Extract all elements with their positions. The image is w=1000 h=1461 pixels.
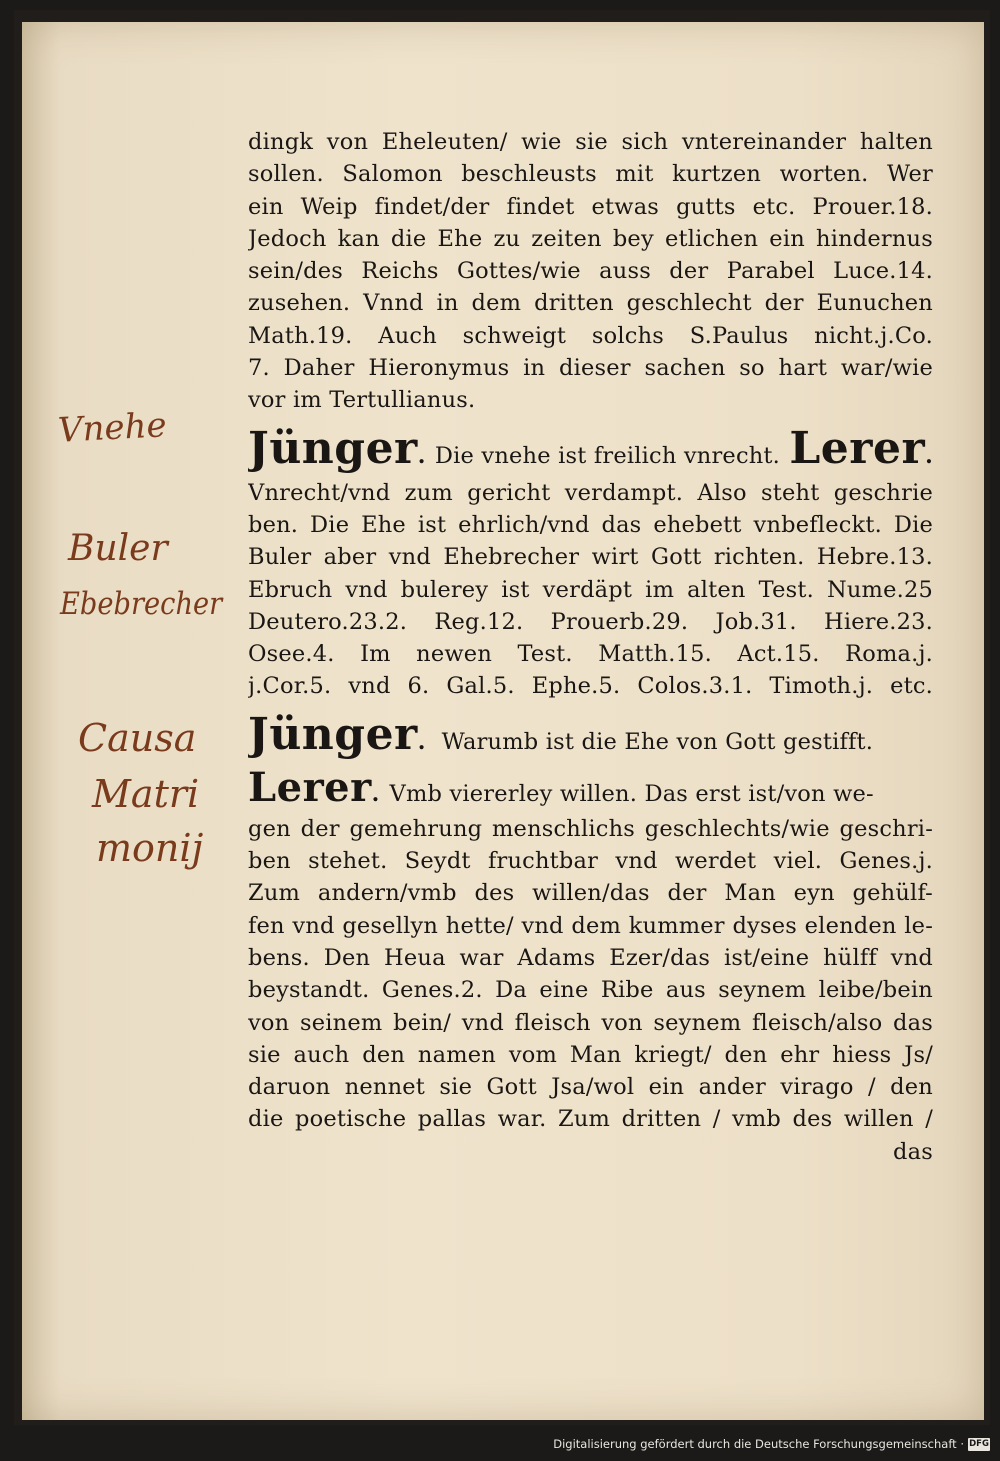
text-line: ein Weip findet/der findet etwas gutts etc. Prouer.18. xyxy=(248,193,933,220)
margin-note-matri: Matri xyxy=(92,772,200,816)
text-line: von seinem bein/ vnd fleisch von seynem fleisch/also das xyxy=(248,1009,933,1036)
speaker-label: Jünger xyxy=(248,422,418,474)
heading-text: Warumb ist die Ehe von Gott gestifft. xyxy=(441,728,874,755)
text-line: ben stehet. Seydt fruchtbar vnd werdet viel. Genes.j. xyxy=(248,848,933,875)
text-line: Vnrecht/vnd zum gericht verdampt. Also steht geschrie xyxy=(248,479,933,506)
text-line: gen der gemehrung menschlichs geschlechts/wie geschri- xyxy=(248,815,933,842)
text-line: beystandt. Genes.2. Da eine Ribe aus seynem leibe/bein xyxy=(248,977,933,1004)
credit-text: Digitalisierung gefördert durch die Deutsche Forschungsgemeinschaft · xyxy=(553,1437,964,1451)
text-line: Osee.4. Im newen Test. Matth.15. Act.15. Roma.j. xyxy=(248,641,933,668)
text-line: vor im Tertullianus. xyxy=(248,387,476,414)
speaker-dot: . xyxy=(417,728,426,755)
text-line: sein/des Reichs Gottes/wie auss der Parabel Luce.14. xyxy=(248,258,933,285)
text-line: j.Cor.5. vnd 6. Gal.5. Ephe.5. Colos.3.1. Timoth.j. etc. xyxy=(248,673,933,700)
heading-text: Vmb viererley willen. Das erst ist/von we- xyxy=(389,780,874,807)
dialogue-heading-1 xyxy=(248,421,933,477)
dialogue-heading-3 xyxy=(248,763,933,813)
speaker-label: Lerer xyxy=(248,763,372,811)
text-line: zusehen. Vnnd in dem dritten geschlecht der Eunuchen xyxy=(248,290,933,317)
speaker-label: Jünger xyxy=(248,708,418,760)
text-line: sie auch den namen vom Man kriegt/ den ehr hiess Js/ xyxy=(248,1041,933,1068)
margin-note-vnehe: Vnehe xyxy=(57,405,168,451)
margin-note-causa: Causa xyxy=(78,716,197,760)
speaker-dot: . xyxy=(417,442,426,469)
text-line: sollen. Salomon beschleusts mit kurtzen worten. Wer xyxy=(248,161,933,188)
text-line: Deutero.23.2. Reg.12. Prouerb.29. Job.31. Hiere.23. xyxy=(248,608,933,635)
text-line: fen vnd gesellyn hette/ vnd dem kummer dyses elenden le- xyxy=(248,912,933,939)
speaker-dot: . xyxy=(925,442,933,469)
catchword: das xyxy=(893,1138,933,1165)
text-line: 7. Daher Hieronymus in dieser sachen so hart war/wie xyxy=(248,355,933,382)
text-line: Zum andern/vmb des willen/das der Man eyn gehülf- xyxy=(248,880,933,907)
heading-text: Die vnehe ist freilich vnrecht. xyxy=(434,442,781,469)
text-line: die poetische pallas war. Zum dritten / vmb des willen / xyxy=(248,1106,933,1133)
text-line: ben. Die Ehe ist ehrlich/vnd das ehebett vnbefleckt. Die xyxy=(248,511,933,538)
body-text xyxy=(248,126,933,1168)
text-line: Math.19. Auch schweigt solchs S.Paulus nicht.j.Co. xyxy=(248,322,933,349)
speaker-label: Lerer xyxy=(789,422,926,474)
speaker-dot: . xyxy=(371,780,380,807)
dfg-logo: DFG xyxy=(969,1438,989,1449)
dialogue-heading-2 xyxy=(248,707,933,763)
text-line: Buler aber vnd Ehebrecher wirt Gott richten. Hebre.13. xyxy=(248,544,933,571)
margin-note-buler: Buler xyxy=(68,528,168,569)
text-line: Jedoch kan die Ehe zu zeiten bey etlichen ein hindernus xyxy=(248,225,933,252)
digitization-credit xyxy=(553,1437,990,1451)
margin-note-monij: monij xyxy=(96,826,204,870)
margin-note-ebebrecher: Ebebrecher xyxy=(60,586,223,622)
text-line: Ebruch vnd bulerey ist verdäpt im alten Test. Nume.25 xyxy=(248,576,933,603)
text-line: dingk von Eheleuten/ wie sie sich vntereinander halten xyxy=(248,129,933,155)
text-line: bens. Den Heua war Adams Ezer/das ist/eine hülff vnd xyxy=(248,944,933,971)
text-line: daruon nennet sie Gott Jsa/wol ein ander virago / den xyxy=(248,1074,933,1101)
